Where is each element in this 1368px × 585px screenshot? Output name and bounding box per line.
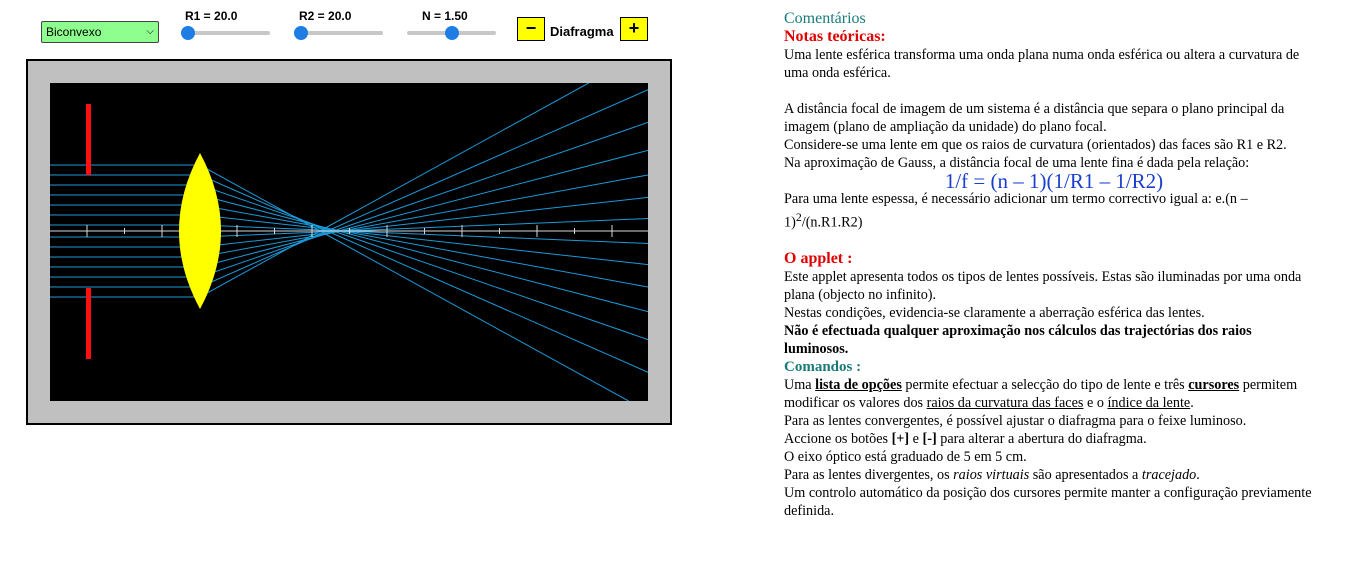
diaphragm-minus-button[interactable]: − [517,17,545,41]
applet-paragraph-2: Nestas condições, evidencia-se claramente a aberração esférica das lentes. [784,304,1205,321]
options-list-term: lista de opções [815,376,902,393]
simulation-canvas [50,83,648,401]
applet-paragraph-1: Este applet apresenta todos os tipos de lentes possíveis. Estas são iluminadas por uma onda plana (objecto no infinito). [784,268,1302,303]
exponent: 2 [795,210,802,224]
applet-heading: O applet : [784,249,853,267]
text: permitem modificar os valores dos [784,376,1298,411]
diaphragm-plus-button[interactable]: + [620,17,648,41]
diaphragm-label: Diafragma [550,24,614,39]
commands-paragraph-6: Um controlo automático da posição dos cursores permite manter a configuração previamente definida. [784,484,1312,519]
curvature-term: raios da curvatura das faces [926,394,1084,411]
text: . [1196,466,1200,483]
text: e o [1083,394,1108,411]
text: para alterar a abertura do diafragma. [936,430,1147,447]
text: permite efectuar a selecção do tipo de lente e três [901,376,1189,393]
minus-term: [-] [922,430,937,447]
simulation-frame [26,59,672,425]
commands-paragraph-2: Para as lentes convergentes, é possível ajustar o diafragma para o feixe luminoso. [784,412,1247,429]
applet-paragraph-3: Não é efectuada qualquer aproximação nos cálculos das trajectórias dos raios luminosos. [784,322,1252,357]
index-term: índice da lente [1107,394,1191,411]
chevron-down-icon: ⌵ [146,26,154,37]
theory-paragraph-1: Uma lente esférica transforma uma onda plana numa onda esférica ou altera a curvatura de uma onda esférica. [784,47,1300,81]
r1-slider-thumb[interactable] [181,26,195,40]
commands-heading: Comandos : [784,358,862,375]
thick-lens-text: Para uma lente espessa, é necessário adicionar um termo correctivo igual a: e.(n – 1) [784,191,1248,231]
virtual-rays-term: raios virtuais [953,466,1030,483]
diaphragm-bottom [86,288,91,359]
r2-slider-thumb[interactable] [294,26,308,40]
theory-heading: Notas teóricas: [784,28,886,45]
thick-lens-text-end: /(n.R1.R2) [801,214,863,231]
text: Para as lentes divergentes, os [784,466,954,483]
theory-paragraph-2b: Considere-se uma lente em que os raios de curvatura (orientados) das faces são R1 e R2. [784,137,1287,153]
r1-label: R1 = 20.0 [185,9,238,23]
lens-type-value: Biconvexo [46,25,102,39]
theory-paragraph-3 [784,190,1314,232]
screen-background [50,83,648,401]
r1-slider[interactable] [181,31,270,35]
commands-paragraph-1 [784,376,1314,412]
plus-term: [+] [891,430,910,447]
dashed-term: tracejado [1141,466,1197,483]
focal-formula: 1/f = (n – 1)(1/R1 – 1/R2) [944,169,1164,193]
r2-label: R2 = 20.0 [299,9,352,23]
commands-paragraph-4: O eixo óptico está graduado de 5 em 5 cm. [784,448,1027,465]
text: . [1190,394,1194,411]
commands-paragraph-3 [784,430,1314,448]
n-slider-thumb[interactable] [445,26,459,40]
text: e [909,430,923,447]
n-slider[interactable] [407,31,496,35]
comments-title: Comentários [784,10,866,27]
cursors-term: cursores [1188,376,1240,393]
text: são apresentados a [1029,466,1142,483]
commands-paragraph-5 [784,466,1314,484]
n-label: N = 1.50 [422,9,468,23]
diaphragm-top [86,104,91,175]
lens-type-select[interactable] [41,21,159,43]
comments-panel [784,10,1314,520]
text: Uma [784,376,816,393]
r2-slider[interactable] [294,31,383,35]
theory-paragraph-2a: A distância focal de imagem de um sistema é a distância que separa o plano principal da imagem (plano de ampliação da unidade) do plano focal. [784,101,1285,135]
theory-paragraph-2c: Na aproximação de Gauss, a distância focal de uma lente fina é dada pela relação: [784,155,1250,171]
text: Accione os botões [784,430,892,447]
